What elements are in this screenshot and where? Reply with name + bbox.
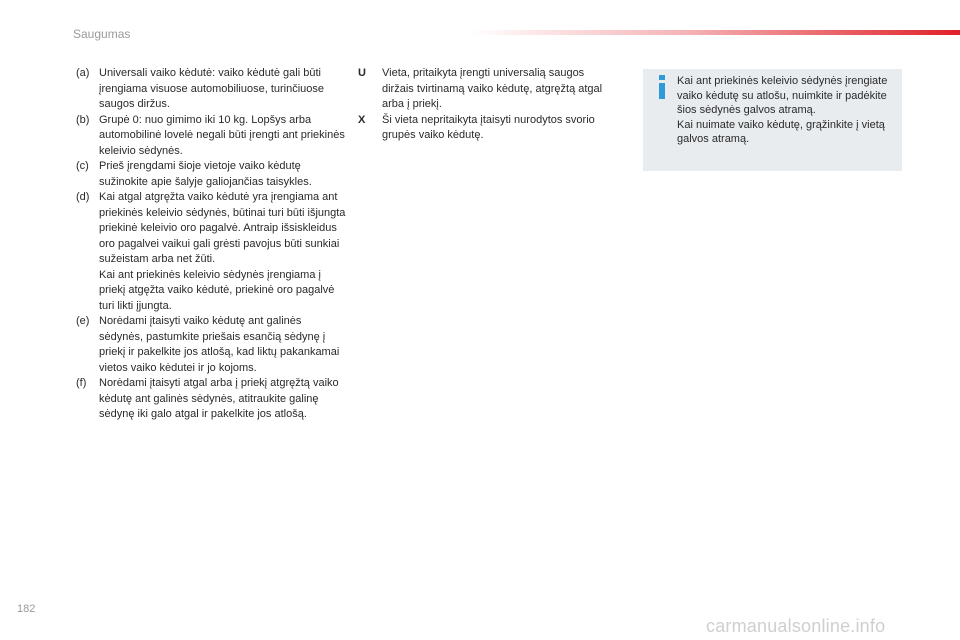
info-icon [655, 75, 669, 99]
note-item-e [76, 314, 346, 376]
note-letter: (d) [76, 191, 90, 203]
note-text: Universali vaiko kėdutė: vaiko kėdutė gali būti įrengiama visuose automobiliuose, turinčiuose saugos diržus. [99, 67, 325, 110]
legend-item-u [358, 66, 616, 113]
note-text: Kai atgal atgręžta vaiko kėdutė yra įrengiama ant priekinės keleivio sėdynės, būtinai turi būti išjungta priekinė keleivio oro pagalvė. Antraip išsiskleidus oro pagalvei vaikui gali grėsti pavojus būti sunkiai sužeistam arba net žūti. [99, 191, 346, 265]
note-text: Grupė 0: nuo gimimo iki 10 kg. Lopšys arba automobilinė lovelė negali būti įrengti ant priekinės keleivio sėdynės. [99, 113, 345, 157]
info-text [677, 74, 892, 147]
section-title: Saugumas [73, 27, 131, 41]
note-letter: (b) [76, 113, 90, 126]
note-item-f [76, 376, 346, 423]
note-letter: (c) [76, 160, 89, 172]
note-text-extra: Kai ant priekinės keleivio sėdynės įrengiama į priekį atgęžta vaiko kėdutė, priekinė oro pagalvė turi likti įjungta. [99, 268, 335, 312]
note-text: Prieš įrengdami šioje vietoje vaiko kėdutę sužinokite apie šalyje galiojančias taisykles. [99, 160, 312, 188]
watermark: carmanualsonline.info [706, 616, 886, 636]
legend-item-x [358, 113, 616, 144]
note-text: Norėdami įtaisyti vaiko kėdutę ant galinės sėdynės, pastumkite priešais esančią sėdynę į priekį ir pakelkite jos atlošą, kad liktų pakankamai vietos vaiko kėdutei ir jo kojoms. [99, 315, 340, 374]
note-item-a [76, 66, 346, 113]
note-item-b [76, 113, 346, 160]
legend-list [358, 66, 616, 144]
note-item-c [76, 159, 346, 190]
note-letter: (f) [76, 377, 87, 389]
info-paragraph: Kai ant priekinės keleivio sėdynės įrengiate vaiko kėdutę su atlošu, nuimkite ir padėkite šios sėdynės galvos atramą. [677, 75, 888, 116]
legend-text: Vieta, pritaikyta įrengti universalią saugos diržais tvirtinamą vaiko kėdutę, atgręžtą atgal arba į priekį. [382, 67, 603, 110]
note-letter: (a) [76, 67, 90, 79]
note-item-d [76, 190, 346, 314]
info-paragraph: Kai nuimate vaiko kėdutę, grąžinkite į vietą galvos atramą. [677, 118, 885, 145]
note-text: Norėdami įtaisyti atgal arba į priekį atgręžtą vaiko kėdutę ant galinės sėdynės, atitraukite galinę sėdynę iki galo atgal ir pakelkite jos atlošą. [99, 377, 339, 420]
legend-key: U [358, 67, 366, 79]
notes-list [76, 66, 346, 423]
legend-key: X [358, 113, 366, 126]
legend-text: Ši vieta nepritaikyta įtaisyti nurodytos svorio grupės vaiko kėdutę. [382, 113, 595, 141]
info-box [643, 69, 902, 171]
page-number: 182 [17, 603, 36, 615]
note-letter: (e) [76, 315, 90, 327]
header-accent-bar [470, 30, 960, 35]
